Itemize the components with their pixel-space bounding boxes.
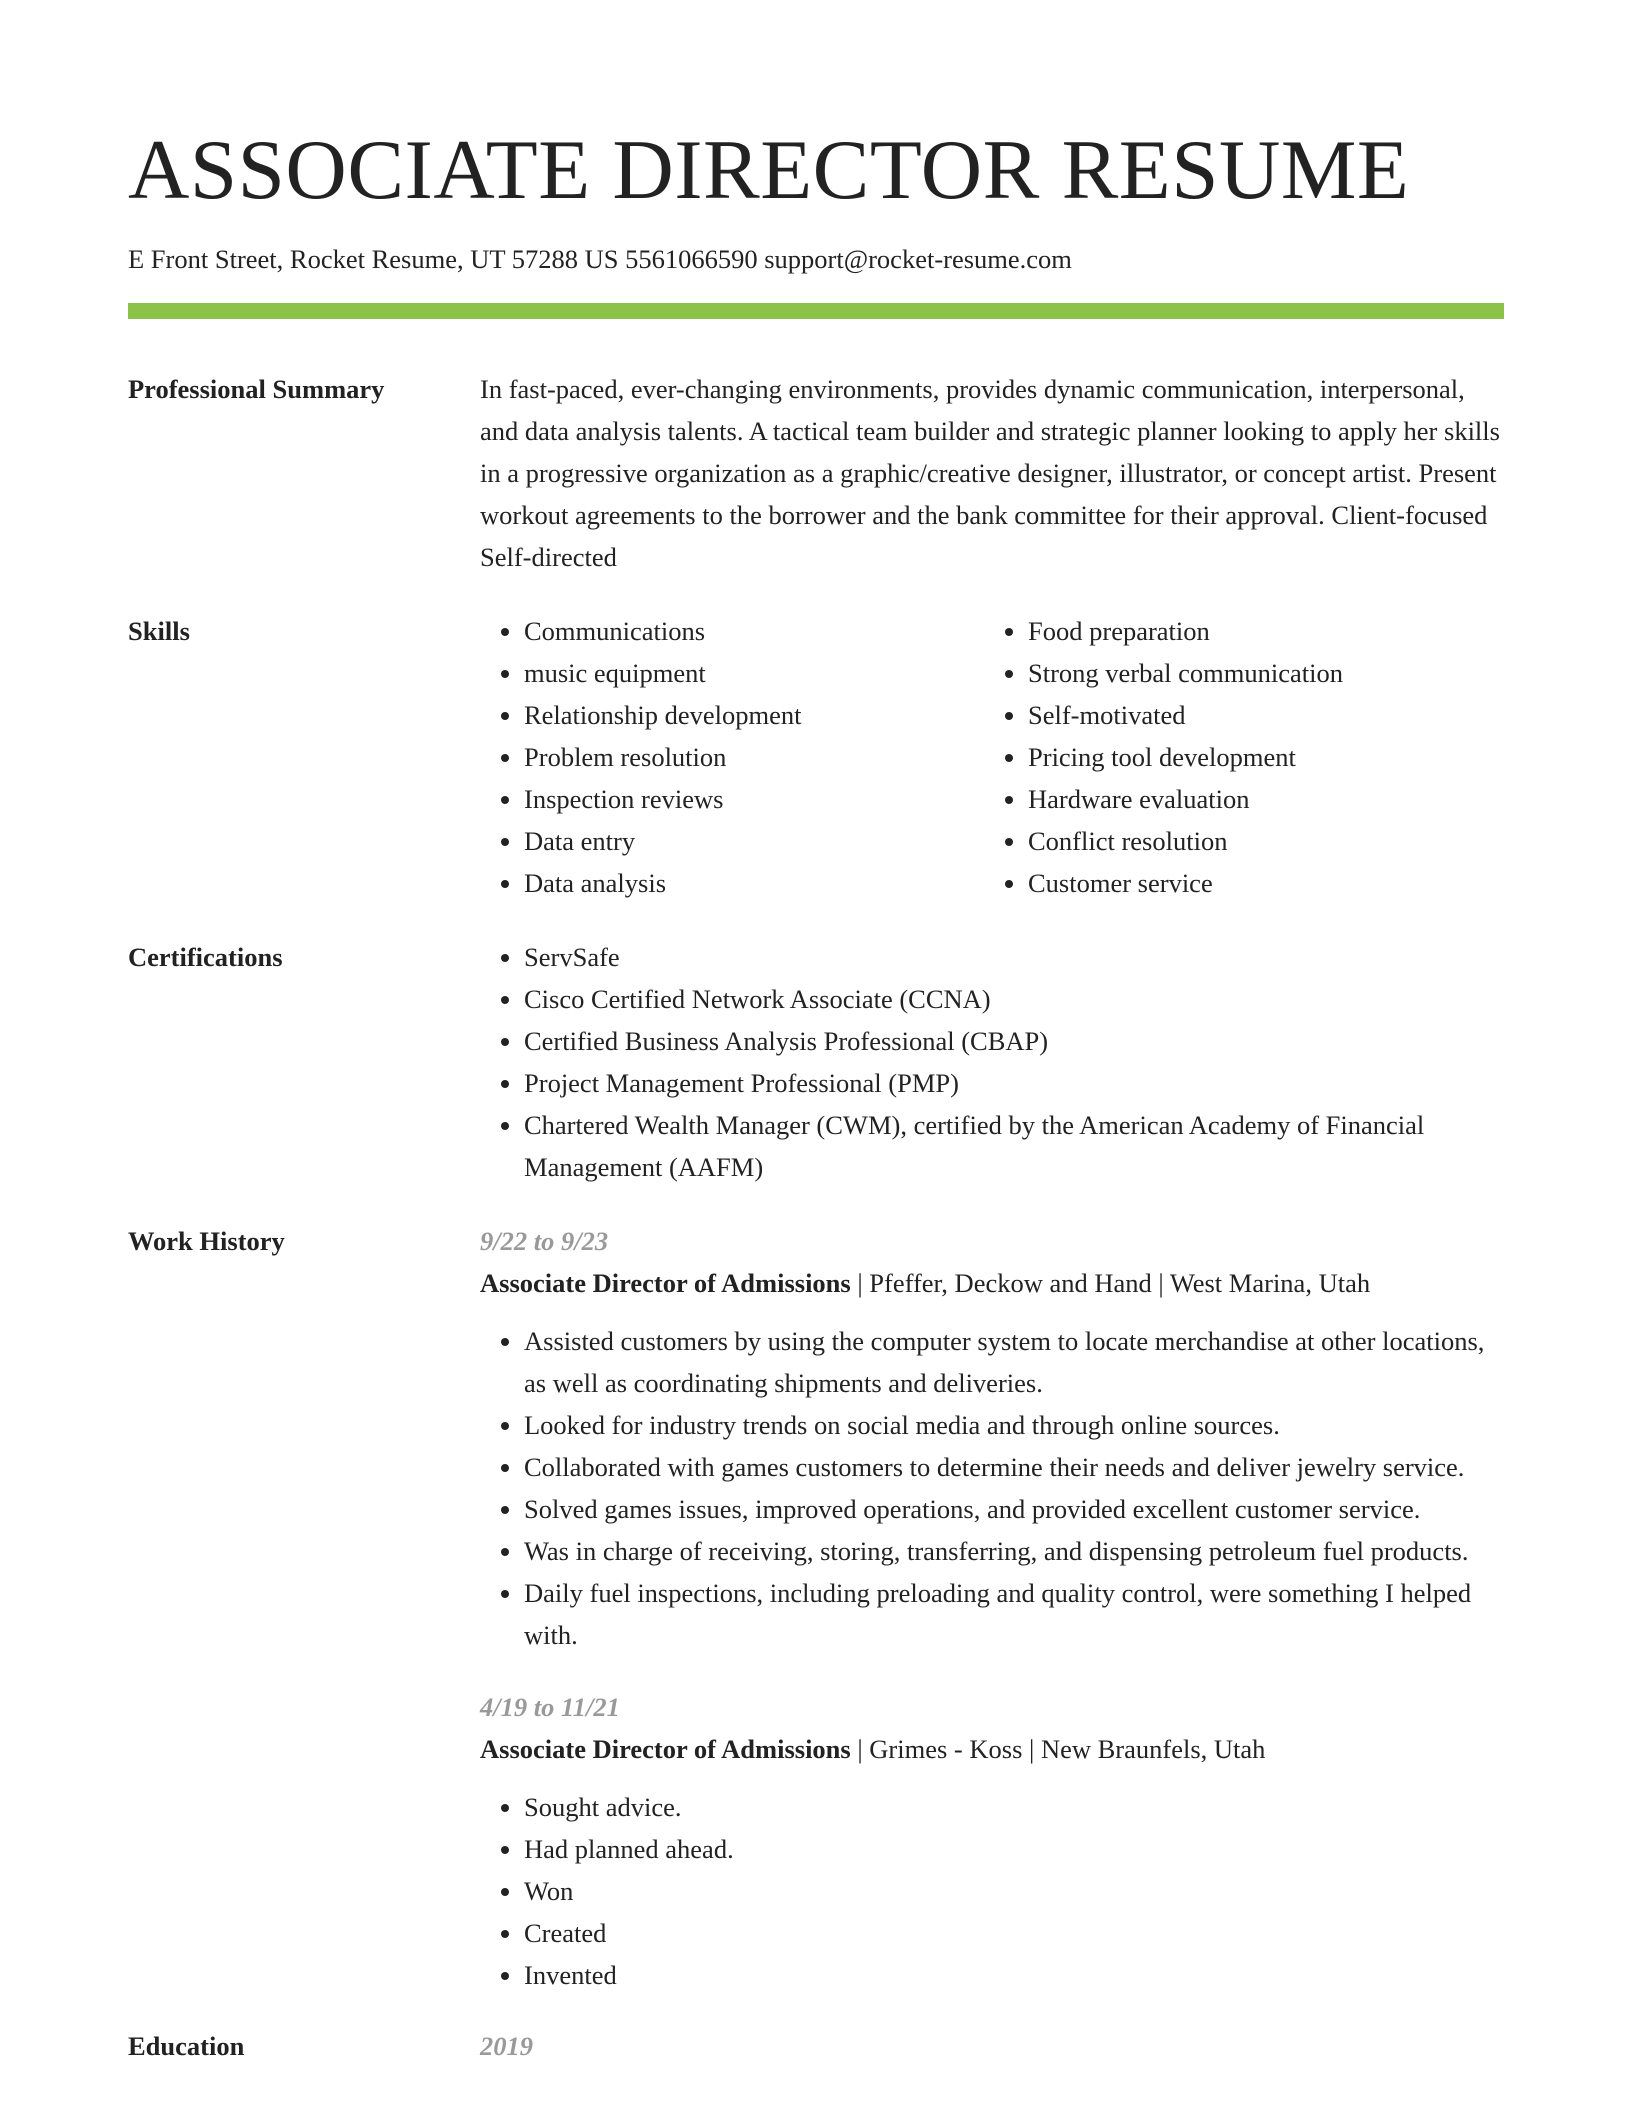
job-duty-item: • Was in charge of receiving, storing, transferring, and dispensing petroleum fuel products. xyxy=(524,1530,1504,1572)
job-duty-item: • Solved games issues, improved operations, and provided excellent customer service. xyxy=(524,1488,1504,1530)
resume-title: ASSOCIATE DIRECTOR RESUME xyxy=(128,123,1410,217)
skill-item: • Customer service xyxy=(1028,862,1504,904)
skills-section xyxy=(128,610,1504,904)
education-heading: Education xyxy=(128,2031,245,2061)
education-section xyxy=(128,2025,1504,2067)
resume-page xyxy=(128,0,1504,2067)
job-heading xyxy=(480,1728,1504,1770)
certification-item: • Project Management Professional (PMP) xyxy=(524,1062,1504,1104)
skills-columns xyxy=(480,610,1504,904)
professional-summary-text: In fast-paced, ever-changing environments, provides dynamic communication, interpersonal, and data analysis talents. A tactical team builder and strategic planner looking to apply her skills in a progressive organization as a graphic/creative designer, illustrator, or concept artist. Present workout agreements to the borrower and the bank committee for their approval. Client-focused Self-directed xyxy=(480,374,1500,572)
skill-item: • music equipment xyxy=(524,652,984,694)
job-duty-item: • Invented xyxy=(524,1954,1504,1996)
skill-item: • Relationship development xyxy=(524,694,984,736)
job-employer-location: | Pfeffer, Deckow and Hand | West Marina, Utah xyxy=(850,1268,1371,1298)
work-history-body xyxy=(480,1220,1504,1996)
job-duty-item: • Looked for industry trends on social media and through online sources. xyxy=(524,1404,1504,1446)
skills-list-1 xyxy=(480,610,984,904)
skill-item: • Food preparation xyxy=(1028,610,1504,652)
certifications-heading: Certifications xyxy=(128,942,283,972)
skills-column-1 xyxy=(480,610,984,904)
skill-item: • Pricing tool development xyxy=(1028,736,1504,778)
job-duty-item: • Won xyxy=(524,1870,1504,1912)
job-employer-location: | Grimes - Koss | New Braunfels, Utah xyxy=(850,1734,1266,1764)
education-dates: 2019 xyxy=(480,2031,533,2061)
certifications-list xyxy=(480,936,1504,1188)
skill-item: • Hardware evaluation xyxy=(1028,778,1504,820)
accent-divider xyxy=(128,303,1504,319)
job-duty-item: • Daily fuel inspections, including preloading and quality control, were something I helped with. xyxy=(524,1572,1504,1656)
education-body xyxy=(480,2025,1504,2067)
skill-item: • Self-motivated xyxy=(1028,694,1504,736)
skill-item: • Inspection reviews xyxy=(524,778,984,820)
skills-heading: Skills xyxy=(128,616,190,646)
skill-item: • Problem resolution xyxy=(524,736,984,778)
skills-column-2 xyxy=(984,610,1504,904)
job-duty-item: • Assisted customers by using the computer system to locate merchandise at other locations, as well as coordinating shipments and deliveries. xyxy=(524,1320,1504,1404)
job-duty-item: • Collaborated with games customers to determine their needs and deliver jewelry service. xyxy=(524,1446,1504,1488)
job-entry xyxy=(480,1686,1504,1996)
work-history-heading: Work History xyxy=(128,1226,285,1256)
work-history-section xyxy=(128,1220,1504,1996)
skill-item: • Data entry xyxy=(524,820,984,862)
job-duty-item: • Sought advice. xyxy=(524,1786,1504,1828)
job-heading xyxy=(480,1262,1504,1304)
job-duty-item: • Created xyxy=(524,1912,1504,1954)
certification-item: • Certified Business Analysis Professional (CBAP) xyxy=(524,1020,1504,1062)
certifications-body xyxy=(480,936,1504,1188)
skill-item: • Conflict resolution xyxy=(1028,820,1504,862)
job-dates: 9/22 to 9/23 xyxy=(480,1226,609,1256)
professional-summary-section xyxy=(128,368,1504,578)
skill-item: • Strong verbal communication xyxy=(1028,652,1504,694)
certifications-section xyxy=(128,936,1504,1188)
certification-item: • Cisco Certified Network Associate (CCNA) xyxy=(524,978,1504,1020)
job-dates: 4/19 to 11/21 xyxy=(480,1692,620,1722)
job-title: Associate Director of Admissions xyxy=(480,1268,851,1298)
contact-line: E Front Street, Rocket Resume, UT 57288 US 5561066590 support@rocket-resume.com xyxy=(128,244,1072,274)
skill-item: • Communications xyxy=(524,610,984,652)
job-title: Associate Director of Admissions xyxy=(480,1734,851,1764)
job-duty-item: • Had planned ahead. xyxy=(524,1828,1504,1870)
professional-summary-heading: Professional Summary xyxy=(128,374,385,404)
skills-list-2 xyxy=(984,610,1504,904)
job-entry xyxy=(480,1220,1504,1656)
certification-item: • ServSafe xyxy=(524,936,1504,978)
job-duties-list xyxy=(480,1320,1504,1656)
job-duties-list xyxy=(480,1786,1504,1996)
skill-item: • Data analysis xyxy=(524,862,984,904)
certification-item: • Chartered Wealth Manager (CWM), certified by the American Academy of Financial Management (AAFM) xyxy=(524,1104,1504,1188)
